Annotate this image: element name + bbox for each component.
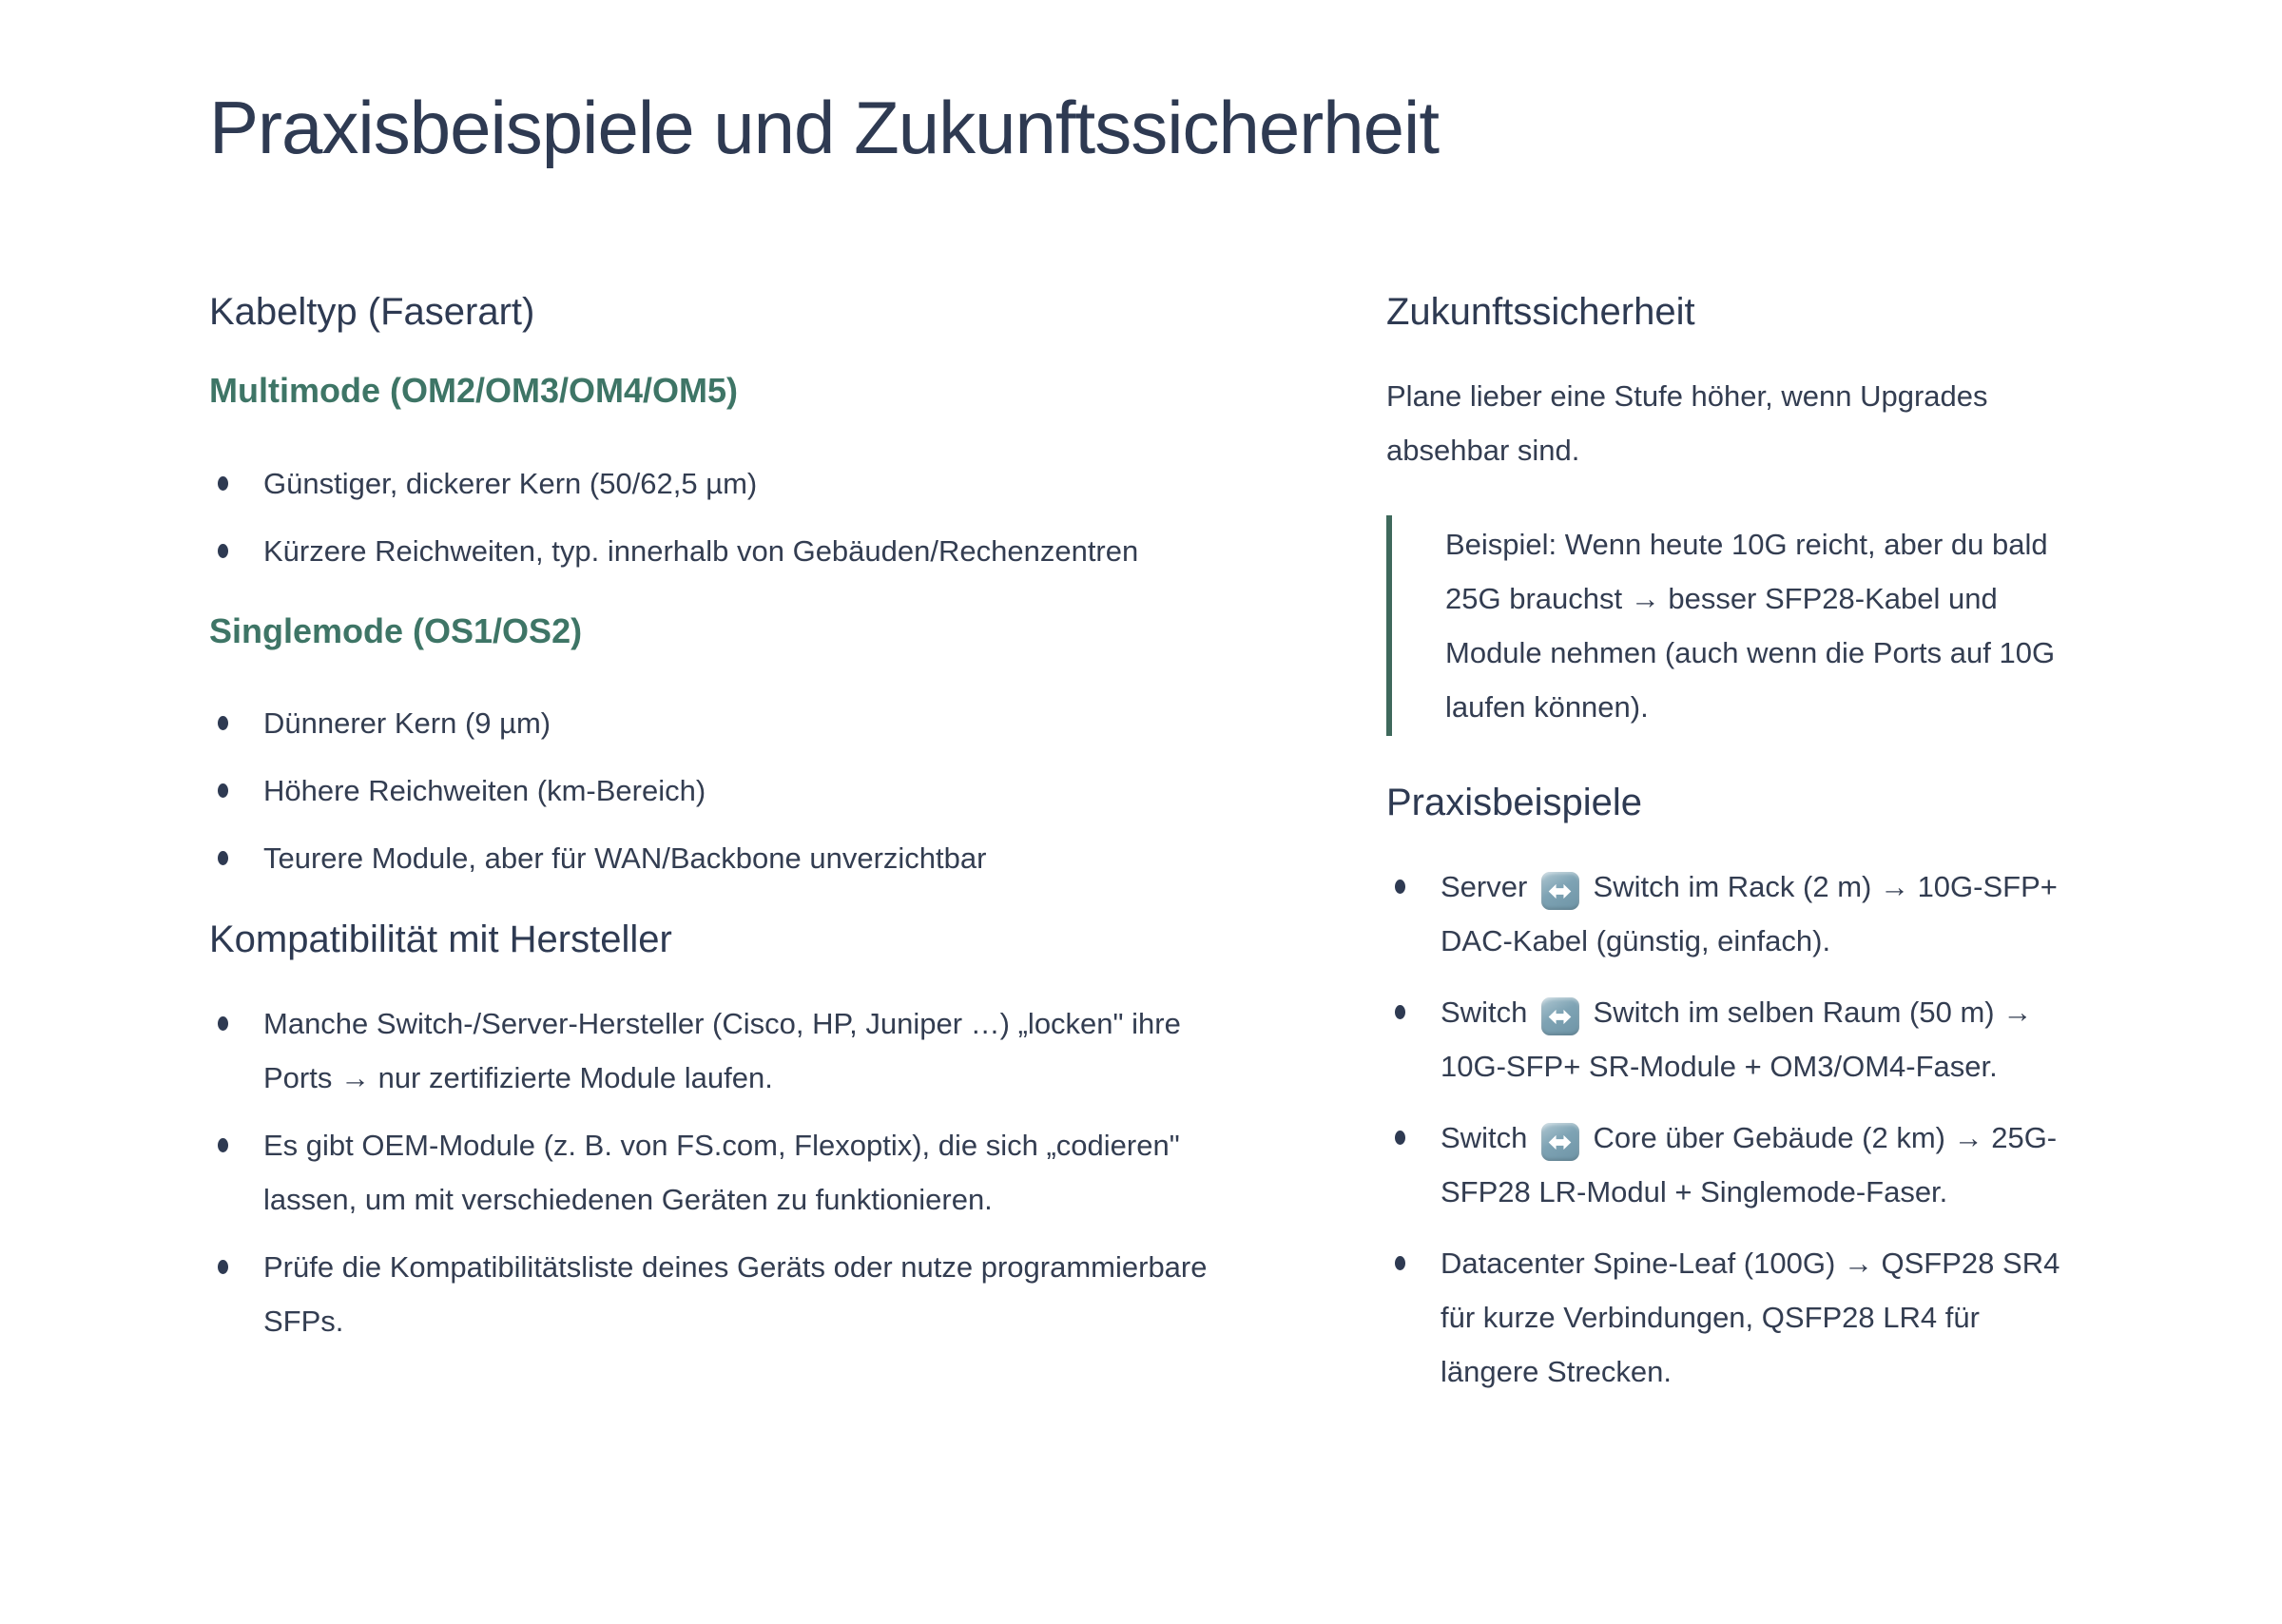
multimode-list [209, 456, 1222, 578]
list-item: Höhere Reichweiten (km-Bereich) [209, 764, 1222, 818]
left-right-arrow-icon [1541, 997, 1579, 1035]
left-column [209, 289, 1222, 1381]
list-item: Es gibt OEM-Module (z. B. von FS.com, Flexoptix), die sich „codieren" lassen, um mit verschiedenen Geräten zu funktionieren. [209, 1118, 1222, 1227]
list-item: Kürzere Reichweiten, typ. innerhalb von Gebäuden/Rechenzentren [209, 524, 1222, 578]
list-item: Switch Switch im selben Raum (50 m) → 10G-SFP+ SR-Module + OM3/OM4-Faser. [1386, 985, 2073, 1093]
list-item: Günstiger, dickerer Kern (50/62,5 µm) [209, 456, 1222, 511]
kompatibilitaet-list [209, 996, 1222, 1348]
left-right-arrow-icon [1541, 1123, 1579, 1161]
praxisbeispiele-list [1386, 860, 2073, 1399]
section-heading-praxisbeispiele: Praxisbeispiele [1386, 781, 1643, 823]
list-item: Dünnerer Kern (9 µm) [209, 696, 1222, 750]
list-item: Manche Switch-/Server-Hersteller (Cisco, HP, Juniper …) „locken" ihre Ports → nur zertifizierte Module laufen. [209, 996, 1222, 1105]
list-item: Switch Core über Gebäude (2 km) → 25G-SFP28 LR-Modul + Singlemode-Faser. [1386, 1111, 2073, 1219]
list-item: Prüfe die Kompatibilitätsliste deines Geräts oder nutze programmierbare SFPs. [209, 1240, 1222, 1348]
content-columns [209, 289, 2073, 1430]
section-heading-kabeltyp: Kabeltyp (Faserart) [209, 290, 535, 333]
subheading-multimode: Multimode (OM2/OM3/OM4/OM5) [209, 370, 739, 410]
subheading-singlemode: Singlemode (OS1/OS2) [209, 610, 583, 650]
page-title: Praxisbeispiele und Zukunftssicherheit [209, 86, 1440, 169]
singlemode-list [209, 696, 1222, 885]
section-heading-zukunftssicherheit: Zukunftssicherheit [1386, 290, 1695, 333]
list-item: Teurere Module, aber für WAN/Backbone unverzichtbar [209, 831, 1222, 885]
list-item: Datacenter Spine-Leaf (100G) → QSFP28 SR4 für kurze Verbindungen, QSFP28 LR4 für längere Strecken. [1386, 1236, 2073, 1399]
zukunft-intro-text: Plane lieber eine Stufe höher, wenn Upgrades absehbar sind. [1386, 378, 1988, 467]
left-right-arrow-icon [1541, 872, 1579, 910]
list-item: Server Switch im Rack (2 m) → 10G-SFP+ DAC-Kabel (günstig, einfach). [1386, 860, 2073, 968]
section-heading-kompatibilitaet: Kompatibilität mit Hersteller [209, 918, 672, 961]
beispiel-quote [1386, 515, 2073, 736]
beispiel-quote-text: Beispiel: Wenn heute 10G reicht, aber du bald 25G brauchst → besser SFP28-Kabel und Module nehmen (auch wenn die Ports auf 10G laufen können). [1445, 527, 2056, 724]
right-column [1386, 289, 2073, 1430]
